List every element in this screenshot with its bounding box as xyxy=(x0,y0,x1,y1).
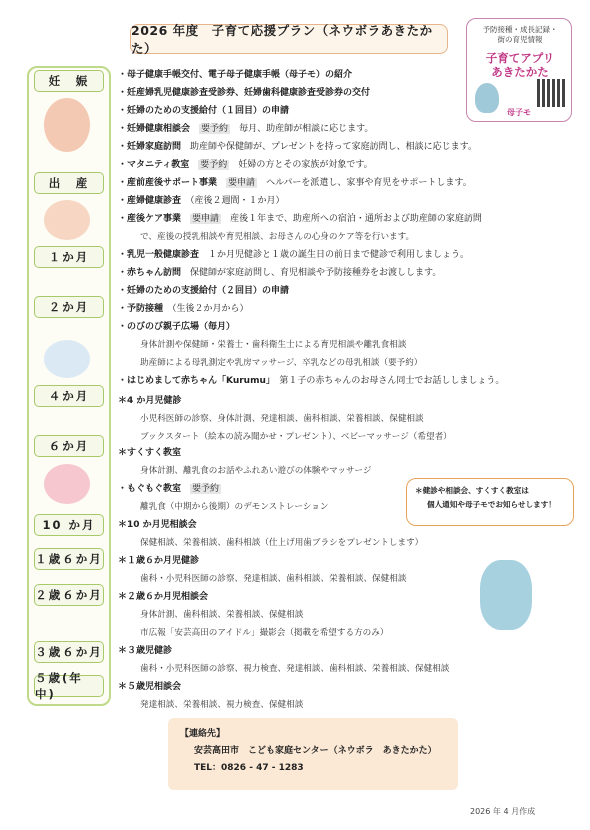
plan-item: 離乳食（中期から後期）のデモンストレーション xyxy=(140,502,329,512)
app-title: 子育てアプリ あきたかた xyxy=(485,51,555,79)
plan-item: 身体計測、離乳食のお話やふれあい遊びの体験やマッサージ xyxy=(140,466,372,476)
age-label: 10 か月 xyxy=(34,514,104,536)
mother-baby-illustration xyxy=(44,200,90,240)
plan-item: ＊4 か月児健診 xyxy=(118,396,182,406)
age-label: ６か月 xyxy=(34,435,104,457)
plan-item: 発達相談、栄養相談、視力検査、保健相談 xyxy=(140,700,304,710)
plan-item: ・乳児一般健康診査 １か月児健診と１歳の誕生日の前日まで健診で利用しましょう。 xyxy=(118,250,470,260)
plan-item: ・もぐもぐ教室 要予約 xyxy=(118,484,220,494)
badge: 要申請 xyxy=(228,178,256,188)
plan-item: で、産後の授乳相談や育児相談、お母さんの心身のケア等を行います。 xyxy=(140,232,415,242)
contact-box: 【連絡先】 安芸高田市 こども家庭センター（ネウボラ あきたかた） TEL：0826 - 47 - 1283 xyxy=(168,718,458,790)
age-label: 妊 娠 xyxy=(34,70,104,92)
age-label: 出 産 xyxy=(34,172,104,194)
age-label: １か月 xyxy=(34,246,104,268)
qr-code-icon[interactable] xyxy=(537,79,565,107)
plan-item: ＊３歳児健診 xyxy=(118,646,173,656)
plan-item: ＊10 か月児相談会 xyxy=(118,520,197,530)
plan-item: ＊５歳児相談会 xyxy=(118,682,182,692)
badge: 要申請 xyxy=(192,214,220,224)
plan-item: ・妊婦のための支援給付（２回目）の申請 xyxy=(118,286,290,296)
badge: 要予約 xyxy=(200,160,228,170)
child-illustration xyxy=(44,464,90,504)
age-label: ２か月 xyxy=(34,296,104,318)
plan-item: ・予防接種 （生後２か月から） xyxy=(118,304,249,314)
plan-item: ・はじめまして赤ちゃん「Kurumu」 第１子の赤ちゃんのお母さん同士でお話ししましょう。 xyxy=(118,376,505,386)
plan-item: 身体計測、歯科相談、栄養相談、保健相談 xyxy=(140,610,304,620)
page-title: 2026 年度 子育て応援プラン（ネウボラあきたかた） xyxy=(130,24,448,54)
plan-item: 小児科医師の診察、身体計測、発達相談、歯科相談、栄養相談、保健相談 xyxy=(140,414,424,424)
age-label: ４か月 xyxy=(34,385,104,407)
notice-bubble: ＊健診や相談会、すくすく教室は 個人通知や母子モでお知らせします！ xyxy=(406,478,574,526)
badge: 要予約 xyxy=(201,124,229,134)
age-label: ２歳６か月 xyxy=(34,584,104,606)
plan-item: ・産後ケア事業 要申請 産後１年まで、助産所への宿泊・通所および助産師の家庭訪問 xyxy=(118,214,482,224)
mascot-icon xyxy=(475,83,499,113)
baby-bath-illustration xyxy=(44,340,90,378)
plan-item: 助産師による母乳測定や乳房マッサージ、卒乳などの母乳相談（要予約） xyxy=(140,358,423,368)
plan-item: ・のびのび親子広場（毎月） xyxy=(118,322,236,332)
badge: 要予約 xyxy=(192,484,220,494)
plan-item: ・妊婦のための支援給付（１回目）の申請 xyxy=(118,106,290,116)
pregnant-illustration xyxy=(44,98,90,152)
plan-item: ブックスタート（絵本の読み聞かせ・プレゼント）、ベビーマッサージ（希望者） xyxy=(140,432,452,442)
age-label: １歳６か月 xyxy=(34,548,104,570)
creation-date: 2026 年 4 月作成 xyxy=(470,807,536,816)
plan-item: ＊１歳６か月児健診 xyxy=(118,556,200,566)
app-logo: 母子モ xyxy=(507,108,531,117)
plan-item: ＊すくすく教室 xyxy=(118,448,182,458)
plan-item: ・マタニティ教室 要予約 妊婦の方とその家族が対象です。 xyxy=(118,160,373,170)
plan-item: 歯科・小児科医師の診察、視力検査、発達相談、歯科相談、栄養相談、保健相談 xyxy=(140,664,450,674)
age-label: ５歳(年中) xyxy=(34,675,104,697)
mascot-icon xyxy=(480,560,532,630)
plan-item: 身体計測や保健師・栄養士・歯科衛生士による育児相談や離乳食相談 xyxy=(140,340,407,350)
plan-item: 歯科・小児科医師の診察、発達相談、歯科相談、栄養相談、保健相談 xyxy=(140,574,407,584)
plan-item: ・母子健康手帳交付、電子母子健康手帳（母子モ）の紹介 xyxy=(118,70,353,80)
plan-item: ・産婦健康診査 （産後２週間・１か月） xyxy=(118,196,285,206)
plan-item: ＊２歳６か月児相談会 xyxy=(118,592,209,602)
plan-item: ・妊婦健康相談会 要予約 毎月、助産師が相談に応じます。 xyxy=(118,124,374,134)
app-tagline: 予防接種・成長記録・ 街の育児情報 xyxy=(482,25,558,44)
plan-item: 保健相談、栄養相談、歯科相談（仕上げ用歯ブラシをプレゼントします） xyxy=(140,538,424,548)
plan-item: ・妊産婦乳児健康診査受診券、妊婦歯科健康診査受診券の交付 xyxy=(118,88,371,98)
plan-item: 市広報「安芸高田のアイドル」撮影会（掲載を希望する方のみ） xyxy=(140,628,389,638)
app-promo-box[interactable] xyxy=(466,18,572,122)
plan-item: ・赤ちゃん訪問 保健師が家庭訪問し、育児相談や予防接種券をお渡しします。 xyxy=(118,268,442,278)
plan-item: ・妊婦家庭訪問 助産師や保健師が、プレゼントを持って家庭訪問し、相談に応じます。 xyxy=(118,142,477,152)
plan-item: ・産前産後サポート事業 要申請 ヘルパーを派遣し、家事や育児をサポートします。 xyxy=(118,178,472,188)
age-label: ３歳６か月 xyxy=(34,641,104,663)
